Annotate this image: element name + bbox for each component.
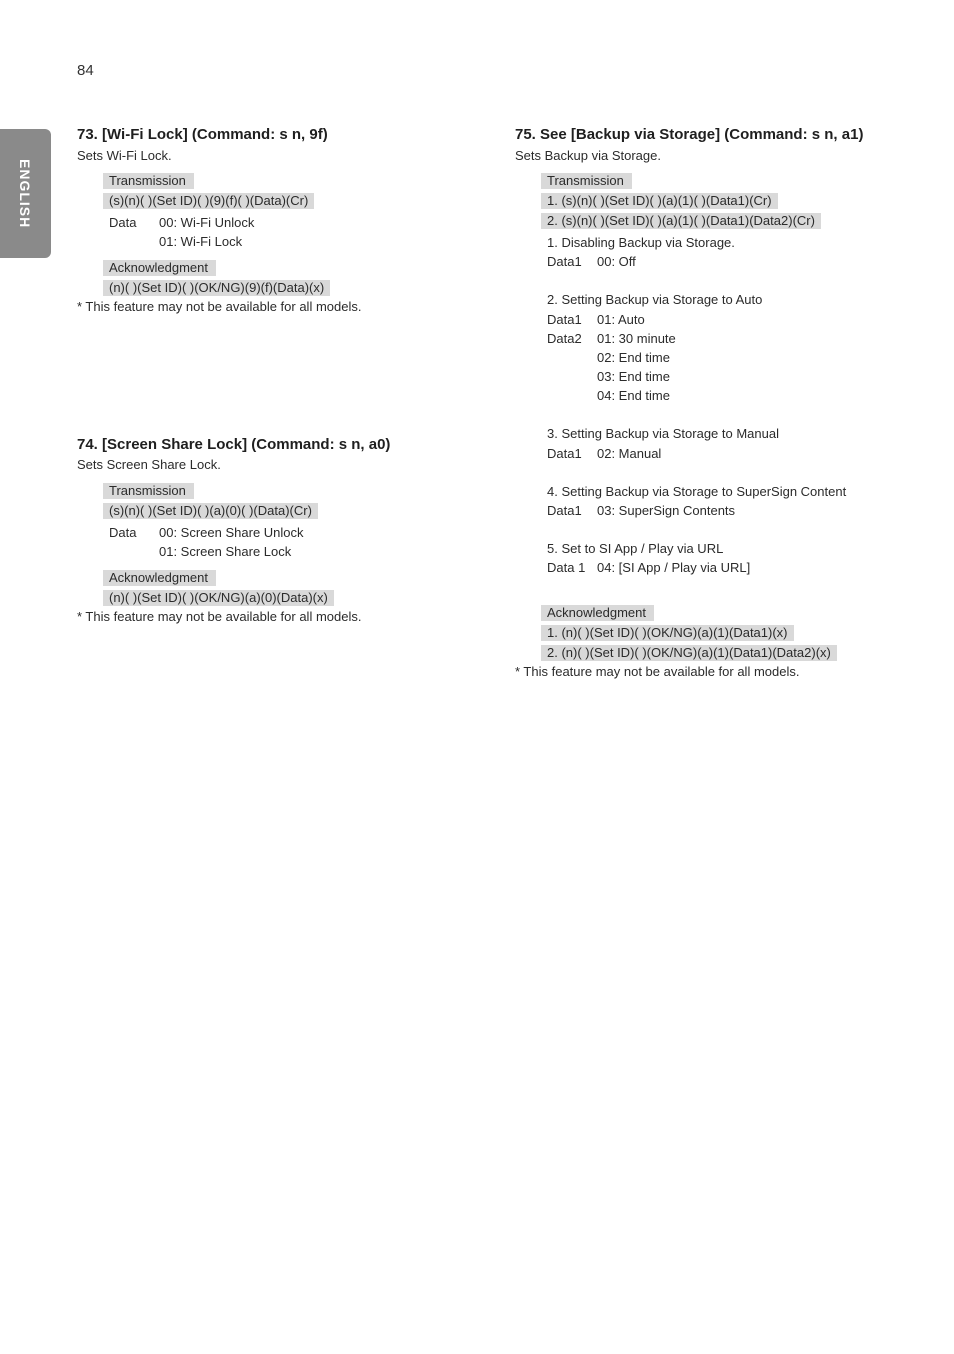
- section-73-title: 73. [Wi-Fi Lock] (Command: s n, 9f): [77, 126, 328, 143]
- side-tab-label: ENGLISH: [17, 159, 33, 229]
- section-75-title: 75. See [Backup via Storage] (Command: s n, a1): [515, 126, 864, 143]
- section-75-transmission-command-1: 1. (s)(n)( )(Set ID)( )(a)(1)( )(Data1)(Cr): [541, 193, 778, 209]
- section-75-data-value: 04: End time: [597, 388, 670, 403]
- language-side-tab: [0, 129, 51, 258]
- section-74-title: 74. [Screen Share Lock] (Command: s n, a0): [77, 436, 391, 453]
- section-75-item-2-title: 2. Setting Backup via Storage to Auto: [547, 292, 763, 307]
- section-73-transmission-label: Transmission: [103, 173, 194, 189]
- section-75-note: * This feature may not be available for all models.: [515, 664, 800, 679]
- section-73-data-value: 01: Wi-Fi Lock: [159, 234, 243, 249]
- section-75-description: Sets Backup via Storage.: [515, 148, 661, 163]
- section-73-description: Sets Wi-Fi Lock.: [77, 148, 172, 163]
- section-74-data-label: Data: [109, 525, 137, 540]
- section-75-item-3-title: 3. Setting Backup via Storage to Manual: [547, 426, 779, 441]
- section-75-data-label: Data1: [547, 312, 582, 327]
- section-74-description: Sets Screen Share Lock.: [77, 457, 221, 472]
- section-75-data-label: Data1: [547, 254, 582, 269]
- section-75-data-value: 03: End time: [597, 369, 670, 384]
- section-75-data-value: 04: [SI App / Play via URL]: [597, 560, 751, 575]
- section-75-data-value: 03: SuperSign Contents: [597, 503, 736, 518]
- section-74-data-value: 01: Screen Share Lock: [159, 544, 292, 559]
- section-73-transmission-command: (s)(n)( )(Set ID)( )(9)(f)( )(Data)(Cr): [103, 193, 314, 209]
- section-75-item-4-title: 4. Setting Backup via Storage to SuperSign Content: [547, 484, 847, 499]
- section-75-data-label: Data2: [547, 331, 582, 346]
- section-75-ack-command-2: 2. (n)( )(Set ID)( )(OK/NG)(a)(1)(Data1)(Data2)(x): [541, 645, 837, 661]
- section-73-data-value: 00: Wi-Fi Unlock: [159, 215, 255, 230]
- section-75-item-1-title: 1. Disabling Backup via Storage.: [547, 235, 735, 250]
- section-74-note: * This feature may not be available for all models.: [77, 609, 362, 624]
- section-75-data-label: Data 1: [547, 560, 586, 575]
- section-74-data-value: 00: Screen Share Unlock: [159, 525, 304, 540]
- section-75-ack-label: Acknowledgment: [541, 605, 654, 621]
- section-75-data-value: 02: Manual: [597, 446, 662, 461]
- section-73-data-label: Data: [109, 215, 137, 230]
- section-75-item-5-title: 5. Set to SI App / Play via URL: [547, 541, 724, 556]
- section-75-data-label: Data1: [547, 503, 582, 518]
- section-75-data-label: Data1: [547, 446, 582, 461]
- page-number: 84: [77, 62, 94, 79]
- section-75-data-value: 01: Auto: [597, 312, 645, 327]
- section-75-data-value: 01: 30 minute: [597, 331, 676, 346]
- section-74-transmission-label: Transmission: [103, 483, 194, 499]
- section-75-ack-command-1: 1. (n)( )(Set ID)( )(OK/NG)(a)(1)(Data1)(x): [541, 625, 794, 641]
- section-75-data-value: 02: End time: [597, 350, 670, 365]
- section-73-note: * This feature may not be available for all models.: [77, 299, 362, 314]
- section-75-data-value: 00: Off: [597, 254, 636, 269]
- section-75-transmission-label: Transmission: [541, 173, 632, 189]
- section-74-ack-label: Acknowledgment: [103, 570, 216, 586]
- section-75-transmission-command-2: 2. (s)(n)( )(Set ID)( )(a)(1)( )(Data1)(Data2)(Cr): [541, 213, 821, 229]
- section-73-ack-command: (n)( )(Set ID)( )(OK/NG)(9)(f)(Data)(x): [103, 280, 330, 296]
- section-74-transmission-command: (s)(n)( )(Set ID)( )(a)(0)( )(Data)(Cr): [103, 503, 318, 519]
- section-74-ack-command: (n)( )(Set ID)( )(OK/NG)(a)(0)(Data)(x): [103, 590, 334, 606]
- section-73-ack-label: Acknowledgment: [103, 260, 216, 276]
